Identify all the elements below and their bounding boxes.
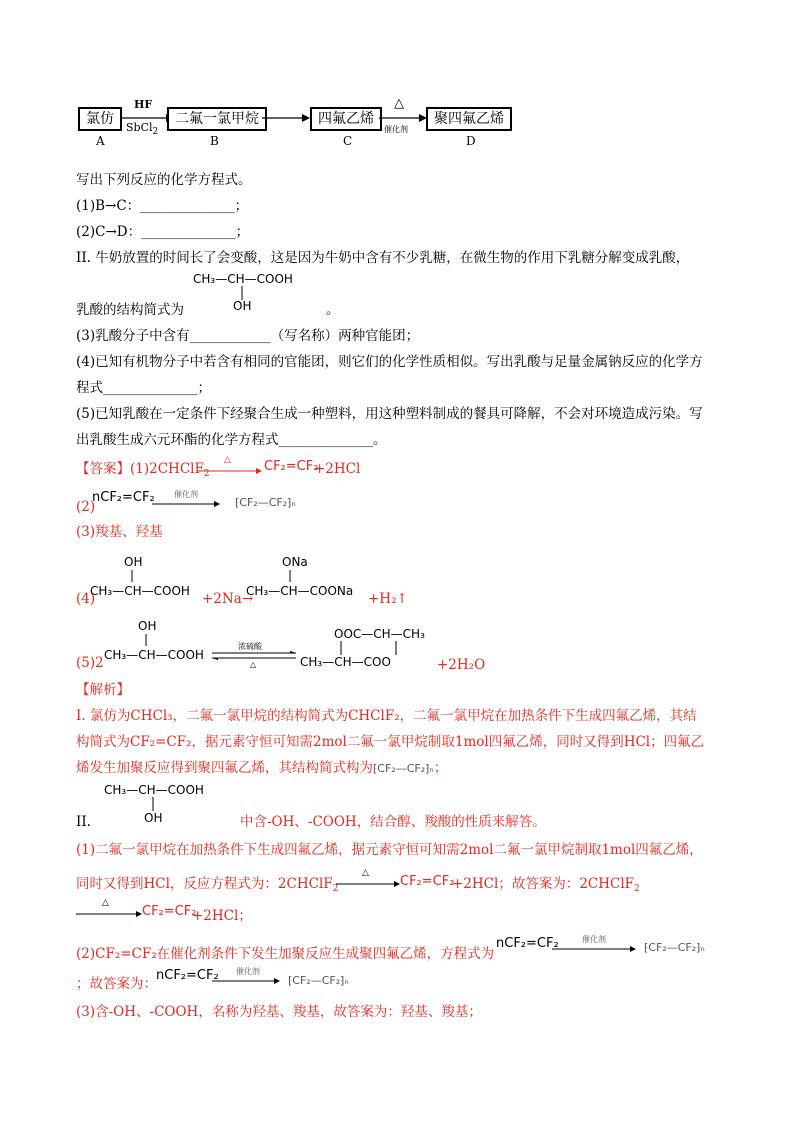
- flow-label-a: A: [96, 134, 105, 148]
- flow-box-b: 二氟一氯甲烷: [167, 107, 267, 131]
- answer-1-condition: △: [224, 455, 231, 465]
- question-structure-lead: 乳酸的结构简式为: [76, 302, 184, 318]
- analysis-p4b-reactant: nCF₂=CF₂: [156, 968, 219, 983]
- answer-5-condition-top: 浓硫酸: [238, 642, 262, 651]
- answer-5-condition-bottom: △: [250, 660, 257, 669]
- flow-box-c: 四氟乙烯: [310, 107, 382, 131]
- answer-1-lead: (1)2CHClF: [130, 461, 204, 477]
- analysis-p3b-lead: 同时又得到HCl，反应方程式为：2CHClF: [76, 876, 333, 892]
- answer-1-tail: +2HCl: [314, 461, 361, 477]
- analysis-p3b-tail-text: +2HCl；故答案为：2CHClF: [452, 876, 635, 892]
- flow-label-c: C: [343, 134, 353, 148]
- answer-3: (3)羧基、羟基: [76, 524, 163, 540]
- analysis-p3c-product: CF₂=CF₂: [142, 904, 197, 919]
- question-4b: 程式______________；: [76, 380, 211, 396]
- lactic-acid-structure-oh: OH: [233, 299, 252, 313]
- answer-4-lead: (4): [76, 591, 96, 607]
- question-structure-end: 。: [326, 302, 340, 318]
- lactic-acid-structure-main: CH₃—CH—COOH: [193, 272, 293, 286]
- flow-box-a: 氯仿: [78, 107, 122, 131]
- question-3: (3)乳酸分子中含有____________（写名称）两种官能团；: [76, 328, 420, 344]
- answer-4-product-bond: [289, 570, 291, 582]
- analysis-p4b-lead: ；故答案为：: [76, 976, 157, 992]
- answer-4-reactant: CH₃—CH—COOH: [90, 584, 190, 598]
- answer-4-reactant-bond: [131, 570, 133, 582]
- analysis-p3c-tail: +2HCl；: [192, 908, 252, 924]
- analysis-p3b-tail: +2HCl；故答案为：2CHClF$_2$: [452, 876, 640, 894]
- question-5a: (5)已知乳酸在一定条件下经聚合生成一种塑料，用这种塑料制成的餐具可降解，不会对环境造成污染。写: [76, 406, 703, 422]
- analysis-p1c: [76, 758, 447, 779]
- analysis-p2-lead: II.: [76, 814, 91, 830]
- answer-2-product: ⁅CF₂—CF₂⁆ₙ: [235, 496, 296, 509]
- analysis-p1c-end: ；: [433, 760, 448, 776]
- answer-5-reactant-bond: [145, 634, 147, 646]
- answer-5-product-top: OOC—CH—CH₃: [334, 627, 425, 641]
- flow-label-d: D: [466, 134, 476, 148]
- answer-1-arrow: [198, 467, 262, 475]
- question-4a: (4)已知有机物分子中若含有相同的官能团，则它们的化学性质相似。写出乳酸与足量金属钠反应的化学方: [76, 354, 703, 370]
- flow-arrow-1-top: HF: [134, 98, 153, 111]
- analysis-p1c-lead: 烯发生加聚反应得到聚四氟乙烯，其结构简式构为: [76, 760, 373, 776]
- analysis-p4b-condition: 催化剂: [236, 967, 260, 976]
- flow-arrow-1-bottom-text: SbCl: [126, 121, 153, 134]
- analysis-p3c-arrow: [76, 910, 142, 918]
- analysis-p5: (3)含-OH、-COOH，名称为羟基、羧基，故答案为：羟基、羧基；: [76, 1004, 482, 1020]
- analysis-p4a-arrow: [552, 945, 636, 953]
- flow-label-b: B: [210, 134, 219, 148]
- answer-2-arrow: [152, 500, 220, 508]
- flow-arrow-2: [262, 113, 310, 123]
- analysis-p3c-condition: △: [102, 898, 109, 908]
- analysis-p4a-condition: 催化剂: [582, 935, 606, 944]
- flow-box-d: 聚四氟乙烯: [426, 107, 512, 131]
- analysis-label: 【解析】: [76, 682, 130, 698]
- analysis-structure-oh: OH: [144, 811, 163, 825]
- answer-5-reactant: CH₃—CH—COOH: [104, 648, 204, 662]
- answer-1: 【答案】(1)2CHClF$_2$: [76, 461, 210, 479]
- analysis-p4a: (2)CF₂=CF₂在催化剂条件下发生加聚反应生成聚四氟乙烯，方程式为: [76, 946, 495, 962]
- analysis-structure-main: CH₃—CH—COOH: [104, 783, 204, 797]
- answer-2-condition: 催化剂: [174, 490, 198, 499]
- analysis-p1c-formula: ⁅CF₂—CF₂⁆ₙ: [373, 762, 434, 775]
- lactic-acid-bond: [241, 286, 243, 300]
- question-part-ii: II. 牛奶放置的时间长了会变酸，这是因为牛奶中含有不少乳糖，在微生物的作用下乳糖分解变成乳酸，: [76, 250, 690, 266]
- flow-arrow-3-bottom: 催化剂: [384, 125, 408, 134]
- answer-2-lead: (2): [76, 499, 96, 515]
- answer-4-product: CH₃—CH—COONa: [246, 584, 354, 598]
- analysis-p1a: I. 氯仿为CHCl₃，二氟一氯甲烷的结构简式为CHClF₂，二氟一氯甲烷在加热条件下生成四氟乙烯，其结: [76, 708, 697, 724]
- answer-4-tail: +H₂↑: [368, 591, 408, 607]
- question-1: (1)B→C：______________；: [76, 198, 249, 214]
- answer-4-product-ona: ONa: [282, 555, 308, 569]
- answer-4-reactant-oh: OH: [124, 555, 143, 569]
- analysis-p1b: 构简式为CF₂=CF₂，据元素守恒可知需2mol二氟一氯甲烷制取1mol四氟乙烯，同时又得到HCl；四氟乙: [76, 734, 705, 750]
- question-2: (2)C→D：______________；: [76, 224, 250, 240]
- analysis-p3b: 同时又得到HCl，反应方程式为：2CHClF$_2$: [76, 876, 339, 894]
- answer-5-product-bonds: [340, 641, 400, 655]
- analysis-p2-text: 中含-OH、-COOH，结合醇、羧酸的性质来解答。: [240, 814, 546, 830]
- answer-5-reactant-oh: OH: [138, 619, 157, 633]
- answer-4-plus: +2Na→: [202, 591, 254, 607]
- analysis-p3b-condition: △: [362, 868, 369, 878]
- analysis-p3b-product: CF₂=CF₂: [400, 874, 455, 889]
- question-5b: 出乳酸生成六元环酯的化学方程式______________。: [76, 432, 387, 448]
- flow-arrow-3-top: △: [394, 96, 404, 111]
- analysis-p4b-arrow: [212, 977, 280, 985]
- answer-2-reactant: nCF₂=CF₂: [92, 490, 155, 505]
- answer-5-tail: +2H₂O: [437, 657, 486, 673]
- analysis-p3a: (1)二氟一氯甲烷在加热条件下生成四氟乙烯，据元素守恒可知需2mol二氟一氯甲烷制取1mol四氟乙烯，: [76, 842, 703, 858]
- analysis-p4a-reactant: nCF₂=CF₂: [496, 936, 559, 951]
- answer-1-product: CF₂=CF₂: [264, 459, 319, 474]
- answer-label: 【答案】: [76, 461, 130, 477]
- flow-arrow-1-bottom: SbCl$_2$: [126, 121, 159, 137]
- answer-5-lead: (5)2: [76, 655, 104, 671]
- answer-5-product: CH₃—CH—COO: [300, 655, 391, 669]
- analysis-p3b-arrow: [336, 880, 400, 888]
- flow-arrow-3: [379, 113, 427, 123]
- analysis-p4b-product: ⁅CF₂—CF₂⁆ₙ: [288, 974, 349, 987]
- analysis-structure-bond: [152, 797, 154, 811]
- analysis-p4a-product: ⁅CF₂—CF₂⁆ₙ: [644, 941, 705, 954]
- question-intro: 写出下列反应的化学方程式。: [76, 172, 252, 188]
